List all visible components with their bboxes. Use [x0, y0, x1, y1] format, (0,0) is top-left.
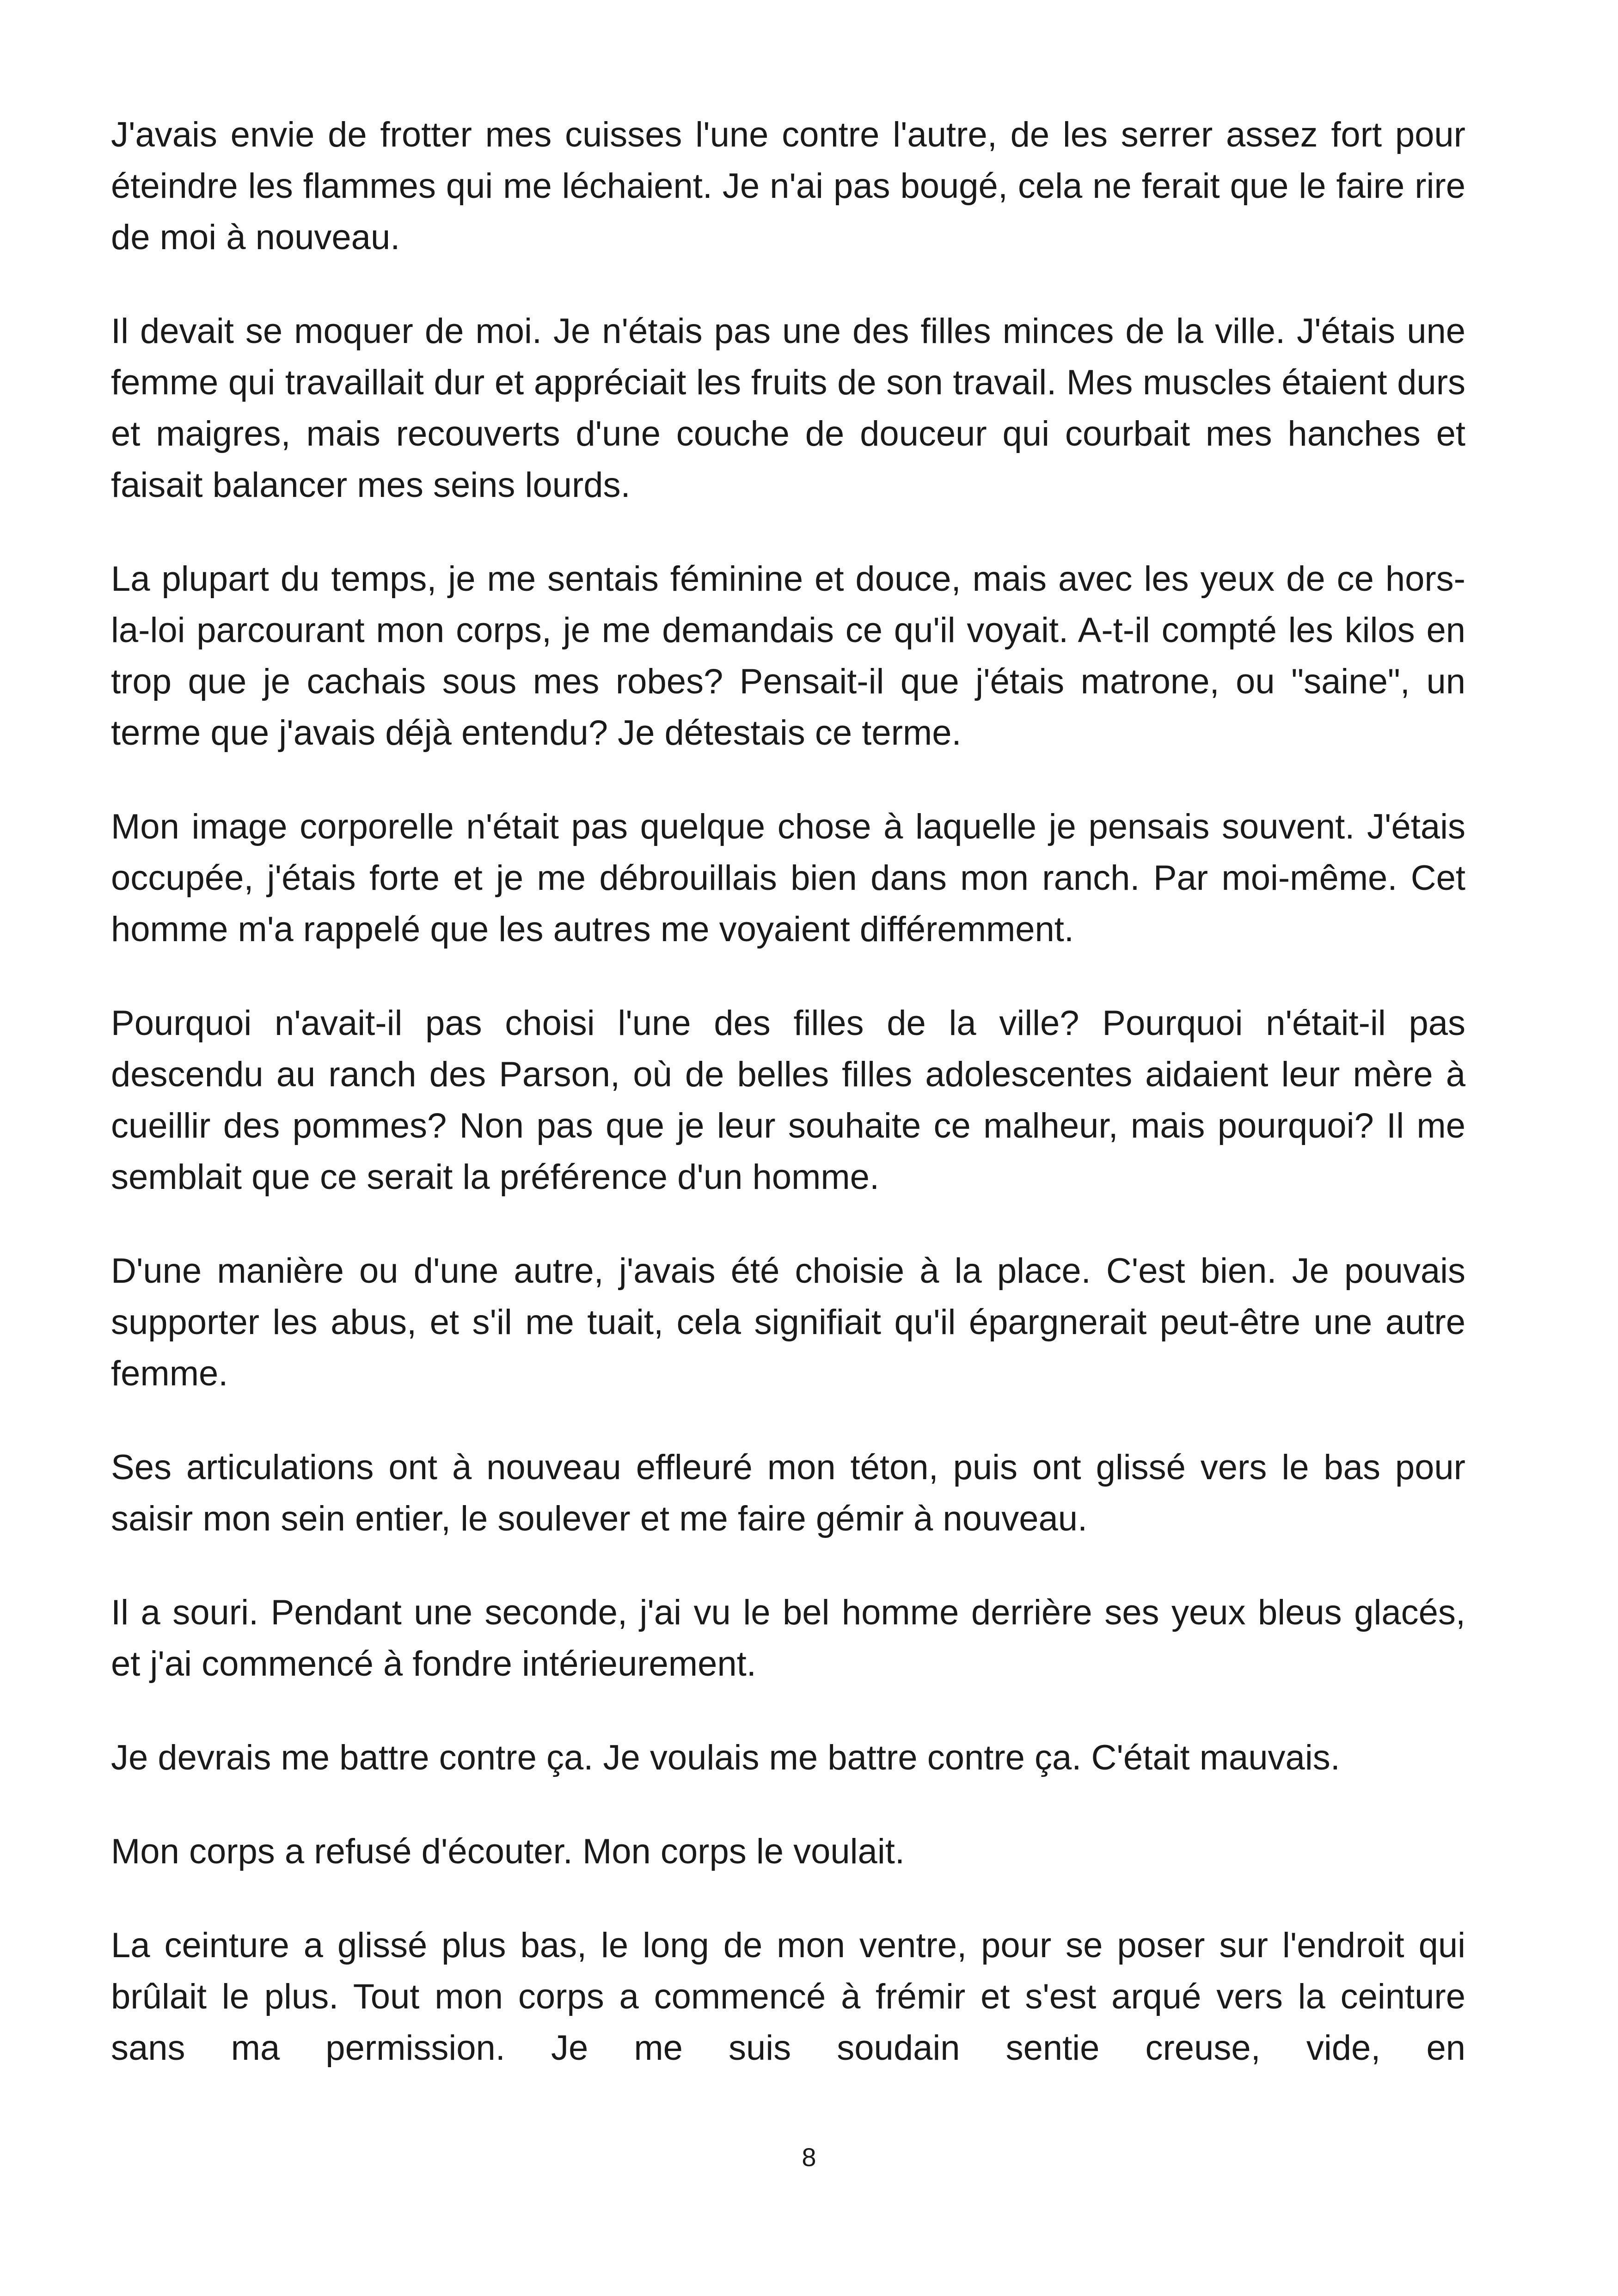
page-number: 8: [802, 2143, 816, 2172]
paragraph: Je devrais me battre contre ça. Je voulais me battre contre ça. C'était mauvais.: [111, 1738, 1340, 1777]
paragraph: D'une manière ou d'une autre, j'avais été choisie à la place. C'est bien. Je pouvais supporter les abus, et s'il me tuait, cela signifiait qu'il épargnerait peut-être une autre femme.: [111, 1251, 1465, 1393]
paragraph: Mon corps a refusé d'écouter. Mon corps le voulait.: [111, 1832, 905, 1871]
body-text: [111, 109, 1465, 2074]
paragraph: La ceinture a glissé plus bas, le long de mon ventre, pour se poser sur l'endroit qui brûlait le plus. Tout mon corps a commencé à frémir et s'est arqué vers la ceinture sans ma permission. Je me suis soudain sentie creuse, vide, en: [111, 1926, 1465, 2068]
paragraph: Mon image corporelle n'était pas quelque chose à laquelle je pensais souvent. J'étais occupée, j'étais forte et je me débrouillais bien dans mon ranch. Par moi-même. Cet homme m'a rappelé que les autres me voyaient différemment.: [111, 807, 1465, 949]
paragraph: Pourquoi n'avait-il pas choisi l'une des filles de la ville? Pourquoi n'était-il pas descendu au ranch des Parson, où de belles filles adolescentes aidaient leur mère à cueillir des pommes? Non pas que je leur souhaite ce malheur, mais pourquoi? Il me semblait que ce serait la préférence d'un homme.: [111, 1004, 1465, 1197]
paragraph: J'avais envie de frotter mes cuisses l'une contre l'autre, de les serrer assez fort pour éteindre les flammes qui me léchaient. Je n'ai pas bougé, cela ne ferait que le faire rire de moi à nouveau.: [111, 115, 1465, 257]
paragraph: Il devait se moquer de moi. Je n'étais pas une des filles minces de la ville. J'étais une femme qui travaillait dur et appréciait les fruits de son travail. Mes muscles étaient durs et maigres, mais recouverts d'une couche de douceur qui courbait mes hanches et faisait balancer mes seins lourds.: [111, 312, 1465, 505]
paragraph: Il a souri. Pendant une seconde, j'ai vu le bel homme derrière ses yeux bleus glacés, et j'ai commencé à fondre intérieurement.: [111, 1593, 1465, 1684]
paragraph: Ses articulations ont à nouveau effleuré mon téton, puis ont glissé vers le bas pour saisir mon sein entier, le soulever et me faire gémir à nouveau.: [111, 1448, 1465, 1538]
paragraph: La plupart du temps, je me sentais féminine et douce, mais avec les yeux de ce hors-la-loi parcourant mon corps, je me demandais ce qu'il voyait. A-t-il compté les kilos en trop que je cachais sous mes robes? Pensait-il que j'étais matrone, ou "saine", un terme que j'avais déjà entendu? Je détestais ce terme.: [111, 559, 1465, 753]
